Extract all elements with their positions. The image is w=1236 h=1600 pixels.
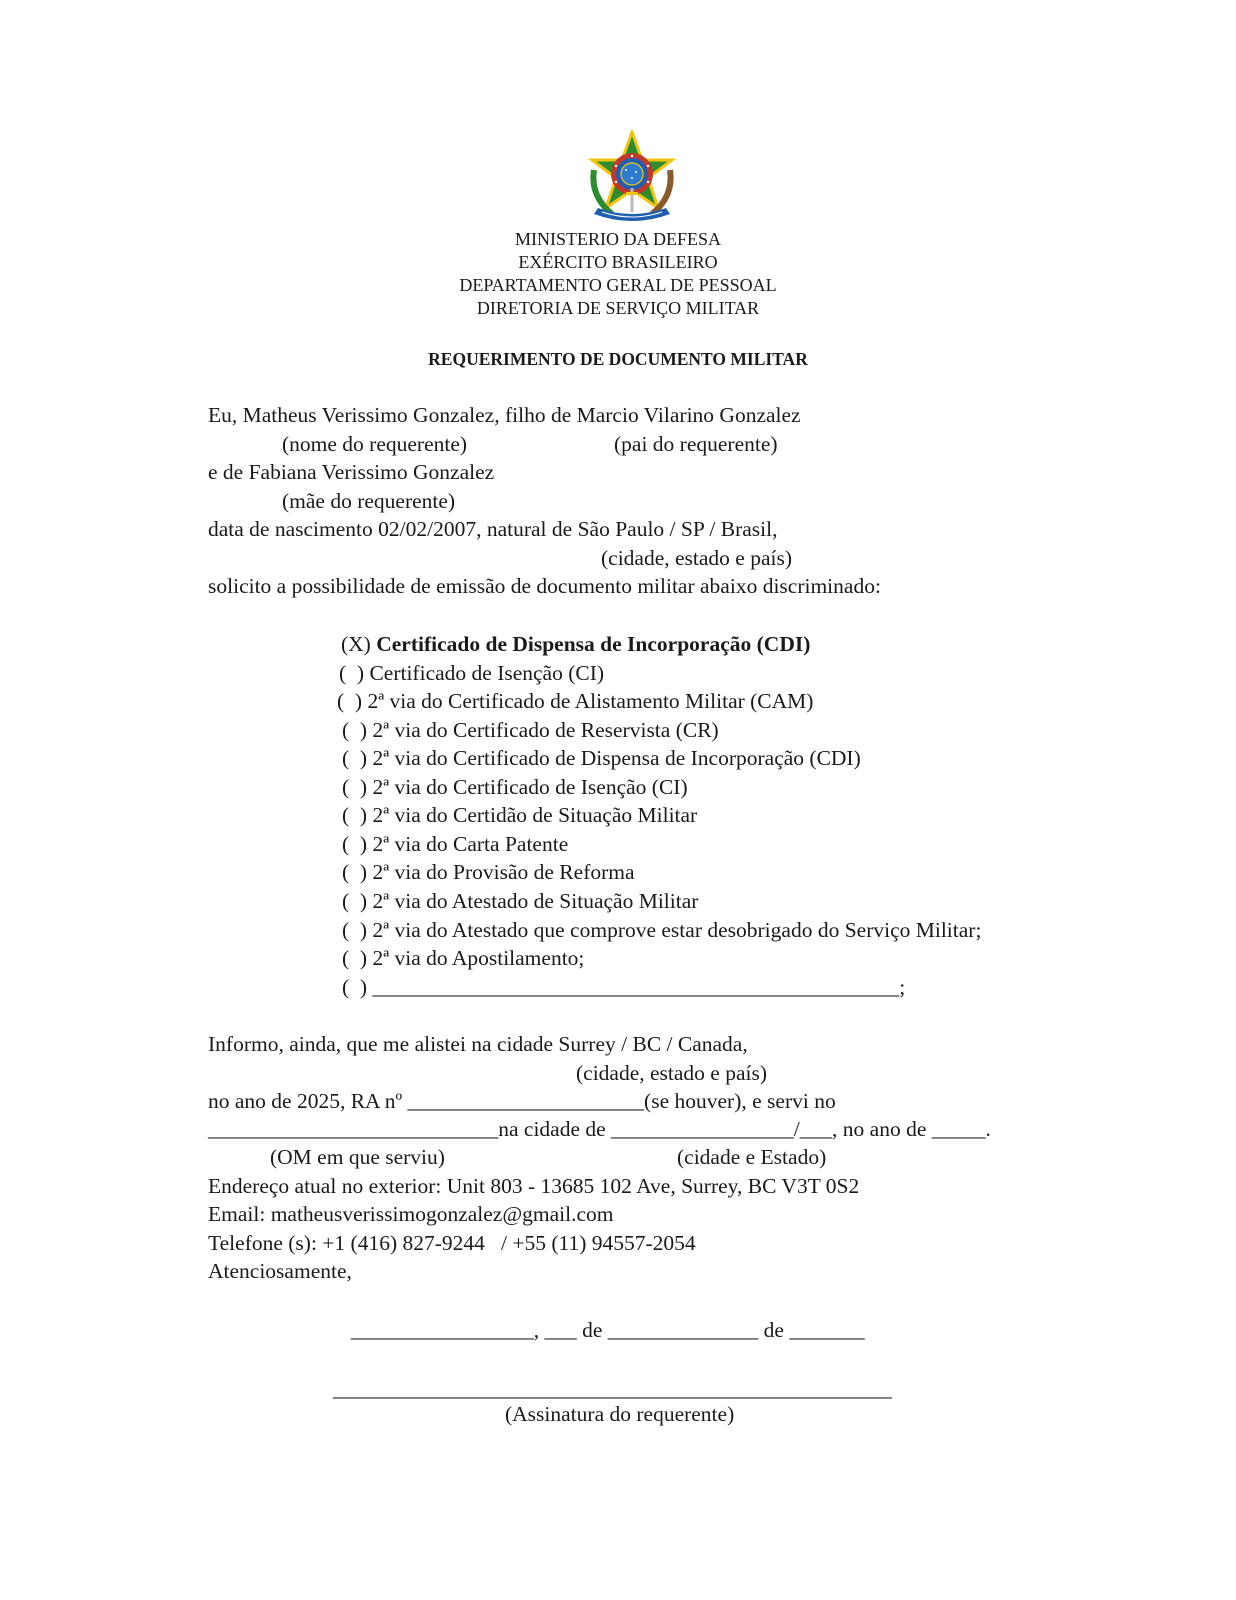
option-label: Certificado de Dispensa de Incorporação (CDI) [376,632,811,656]
intro-line-1: Eu, Matheus Verissimo Gonzalez, filho de Marcio Vilarino Gonzalez [208,403,801,427]
label-birthplace: (cidade, estado e país) [601,546,793,570]
option-ci: ( ) Certificado de Isenção (CI) [339,661,605,685]
option-certidao-2nd: ( ) 2ª via do Certidão de Situação Militar [342,803,698,827]
label-mother: (mãe do requerente) [282,489,456,513]
option-atestado-situacao-2nd: ( ) 2ª via do Atestado de Situação Militar [342,889,699,913]
label-city-state: (cidade e Estado) [677,1145,827,1169]
intro-line-4: solicito a possibilidade de emissão de documento militar abaixo discriminado: [208,574,881,598]
label-om: (OM em que serviu) [270,1145,445,1169]
enlist-line-2: no ano de 2025, RA nº ______________________(se houver), e servi no [208,1089,836,1113]
enlist-line-3: ___________________________na cidade de _________________/___, no ano de _____. [208,1117,991,1141]
option-cdi-selected [341,634,810,656]
intro-line-2: e de Fabiana Verissimo Gonzalez [208,460,495,484]
header-ministry: MINISTERIO DA DEFESA [514,229,721,249]
option-ci-2nd: ( ) 2ª via do Certificado de Isenção (CI) [342,775,688,799]
option-cdi-2nd: ( ) 2ª via do Certificado de Dispensa de Incorporação (CDI) [342,746,861,770]
brazil-coat-of-arms-icon [586,130,678,226]
phone-line: Telefone (s): +1 (416) 827-9244 / +55 (11) 94557-2054 [208,1231,696,1255]
date-line: _________________, ___ de ______________ de _______ [351,1318,865,1342]
label-father: (pai do requerente) [614,432,778,456]
option-cam-2nd: ( ) 2ª via do Certificado de Alistamento Militar (CAM) [337,689,814,713]
option-other-blank: ( ) _________________________________________________; [342,975,906,999]
option-cr-2nd: ( ) 2ª via do Certificado de Reservista (CR) [342,718,719,742]
header-army: EXÉRCITO BRASILEIRO [518,252,718,272]
label-requester-name: (nome do requerente) [282,432,468,456]
option-provisao-2nd: ( ) 2ª via do Provisão de Reforma [342,860,635,884]
option-atestado-desobrigado-2nd: ( ) 2ª via do Atestado que comprove estar desobrigado do Serviço Militar; [342,918,982,942]
closing-line: Atenciosamente, [208,1259,352,1283]
enlist-line-1: Informo, ainda, que me alistei na cidade Surrey / BC / Canada, [208,1032,748,1056]
signature-label: (Assinatura do requerente) [505,1402,735,1426]
label-enlist-place: (cidade, estado e país) [576,1061,768,1085]
signature-line: ____________________________________________________ [333,1377,892,1401]
header-directorate: DIRETORIA DE SERVIÇO MILITAR [476,298,760,318]
option-carta-patente-2nd: ( ) 2ª via do Carta Patente [342,832,569,856]
address-line: Endereço atual no exterior: Unit 803 - 13685 102 Ave, Surrey, BC V3T 0S2 [208,1174,860,1198]
header-department: DEPARTAMENTO GERAL DE PESSOAL [459,275,777,295]
option-apostilamento-2nd: ( ) 2ª via do Apostilamento; [342,946,585,970]
email-line: Email: matheusverissimogonzalez@gmail.com [208,1202,614,1226]
document-title: REQUERIMENTO DE DOCUMENTO MILITAR [428,349,808,369]
option-checkbox-checked: (X) [341,632,377,656]
intro-line-3: data de nascimento 02/02/2007, natural de São Paulo / SP / Brasil, [208,517,778,541]
